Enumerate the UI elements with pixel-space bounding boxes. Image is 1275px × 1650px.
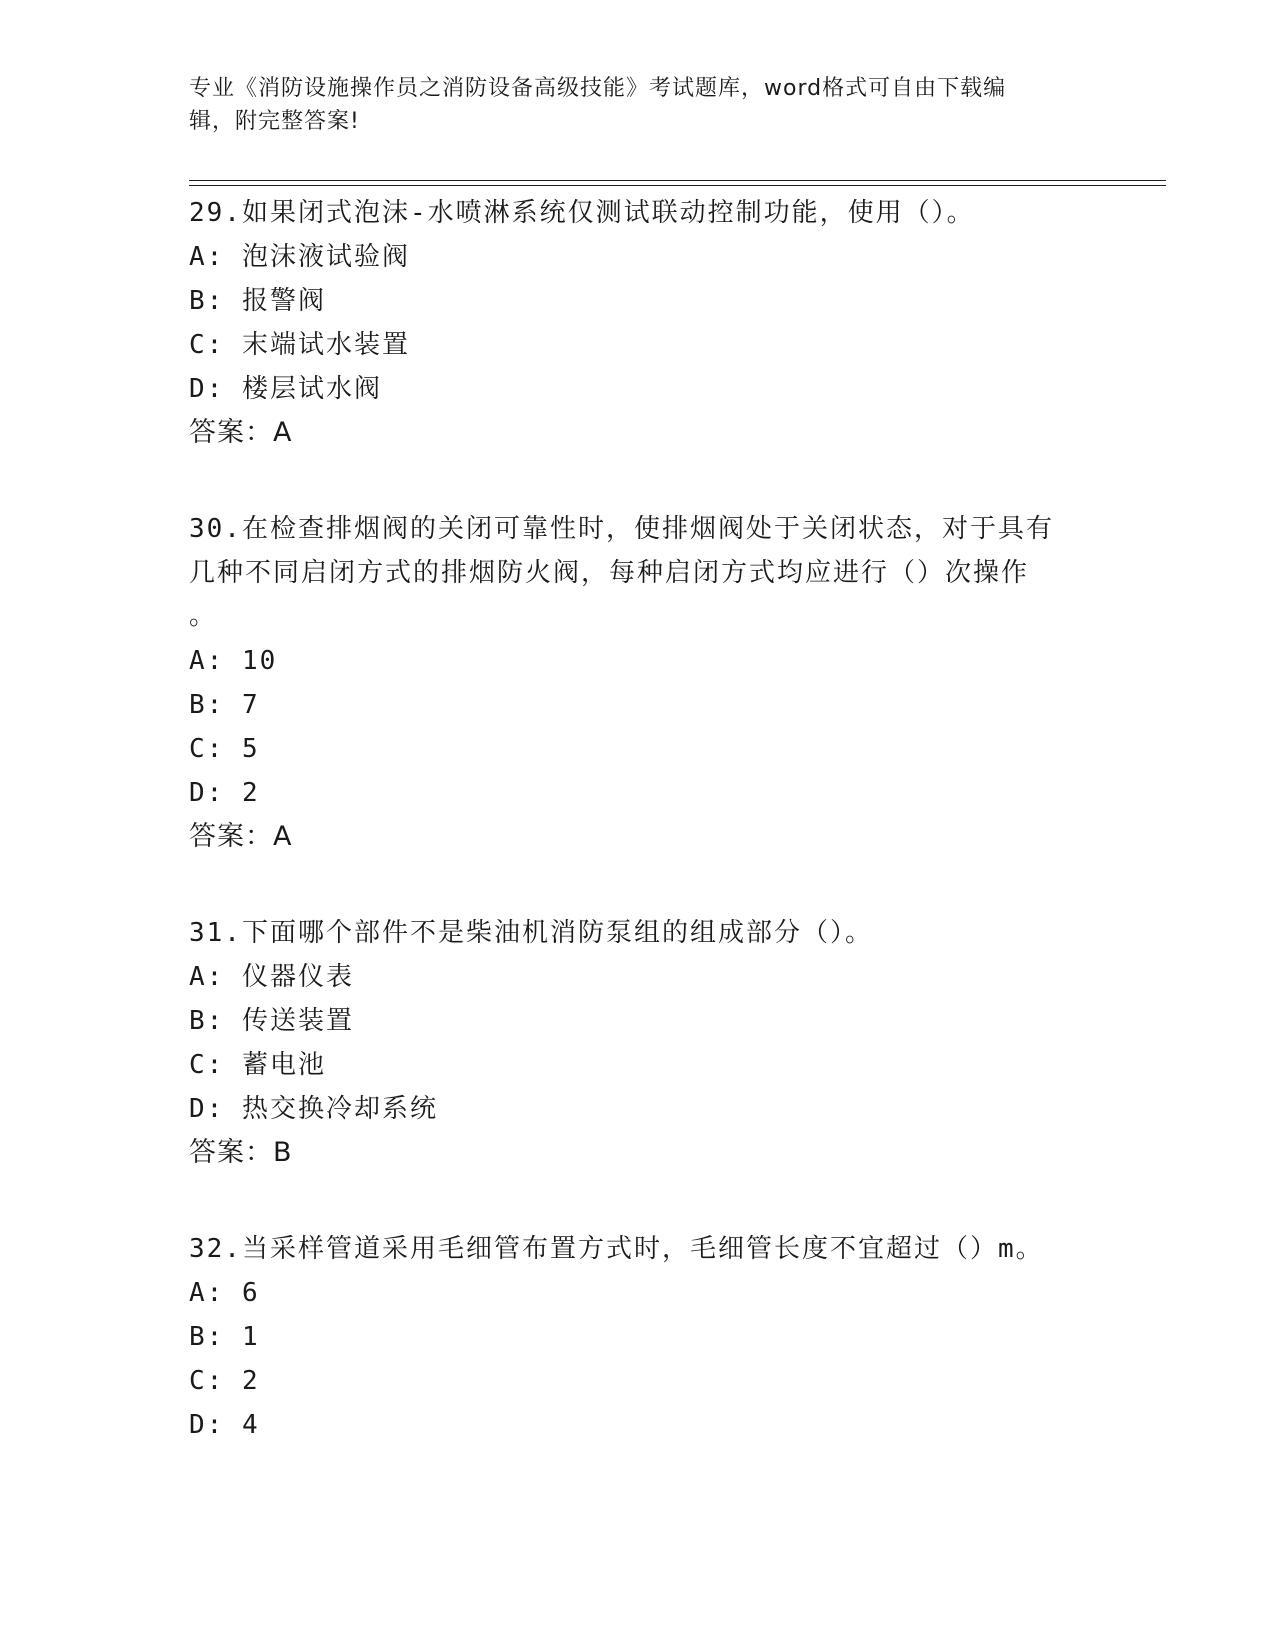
question-32-option-a: A: 6 — [189, 1278, 260, 1308]
question-31-option-b: B: 传送装置 — [189, 1006, 354, 1036]
question-29-option-c: C: 末端试水装置 — [189, 330, 410, 360]
header-line-2: 辑，附完整答案! — [189, 109, 360, 134]
header-line-1: 专业《消防设施操作员之消防设备高级技能》考试题库，word格式可自由下载编 — [189, 76, 1007, 101]
question-32-option-d: D: 4 — [189, 1410, 260, 1440]
question-29-option-d: D: 楼层试水阀 — [189, 374, 382, 404]
question-30-option-c: C: 5 — [189, 734, 260, 764]
question-30-option-a: A: 10 — [189, 646, 278, 676]
question-32-option-c: C: 2 — [189, 1366, 260, 1396]
document-header — [189, 72, 1069, 138]
question-32-option-b: B: 1 — [189, 1322, 260, 1352]
question-30-option-d: D: 2 — [189, 778, 260, 808]
question-29-option-a: A: 泡沫液试验阀 — [189, 242, 410, 272]
question-29-answer: 答案：A — [189, 417, 293, 448]
question-30-stem-line-3: 。 — [189, 601, 218, 631]
question-31-option-d: D: 热交换冷却系统 — [189, 1094, 438, 1124]
header-divider-bottom — [189, 185, 1166, 186]
question-29-stem: 29.如果闭式泡沫-水喷淋系统仅测试联动控制功能，使用（）。 — [189, 198, 975, 228]
question-30-stem-line-2: 几种不同启闭方式的排烟防火阀，每种启闭方式均应进行（）次操作 — [189, 558, 1030, 588]
question-31-answer: 答案：B — [189, 1137, 293, 1168]
question-30-stem-line-1: 30.在检查排烟阀的关闭可靠性时，使排烟阀处于关闭状态，对于具有 — [189, 514, 1054, 544]
question-32-stem: 32.当采样管道采用毛细管布置方式时，毛细管长度不宜超过（）m。 — [189, 1234, 1044, 1264]
question-31-stem: 31.下面哪个部件不是柴油机消防泵组的组成部分（）。 — [189, 918, 873, 948]
question-29-option-b: B: 报警阀 — [189, 286, 326, 316]
question-30-answer: 答案：A — [189, 821, 293, 852]
header-divider-top — [189, 180, 1166, 181]
question-31-option-c: C: 蓄电池 — [189, 1050, 326, 1080]
question-31-option-a: A: 仪器仪表 — [189, 962, 354, 992]
question-30-option-b: B: 7 — [189, 690, 260, 720]
